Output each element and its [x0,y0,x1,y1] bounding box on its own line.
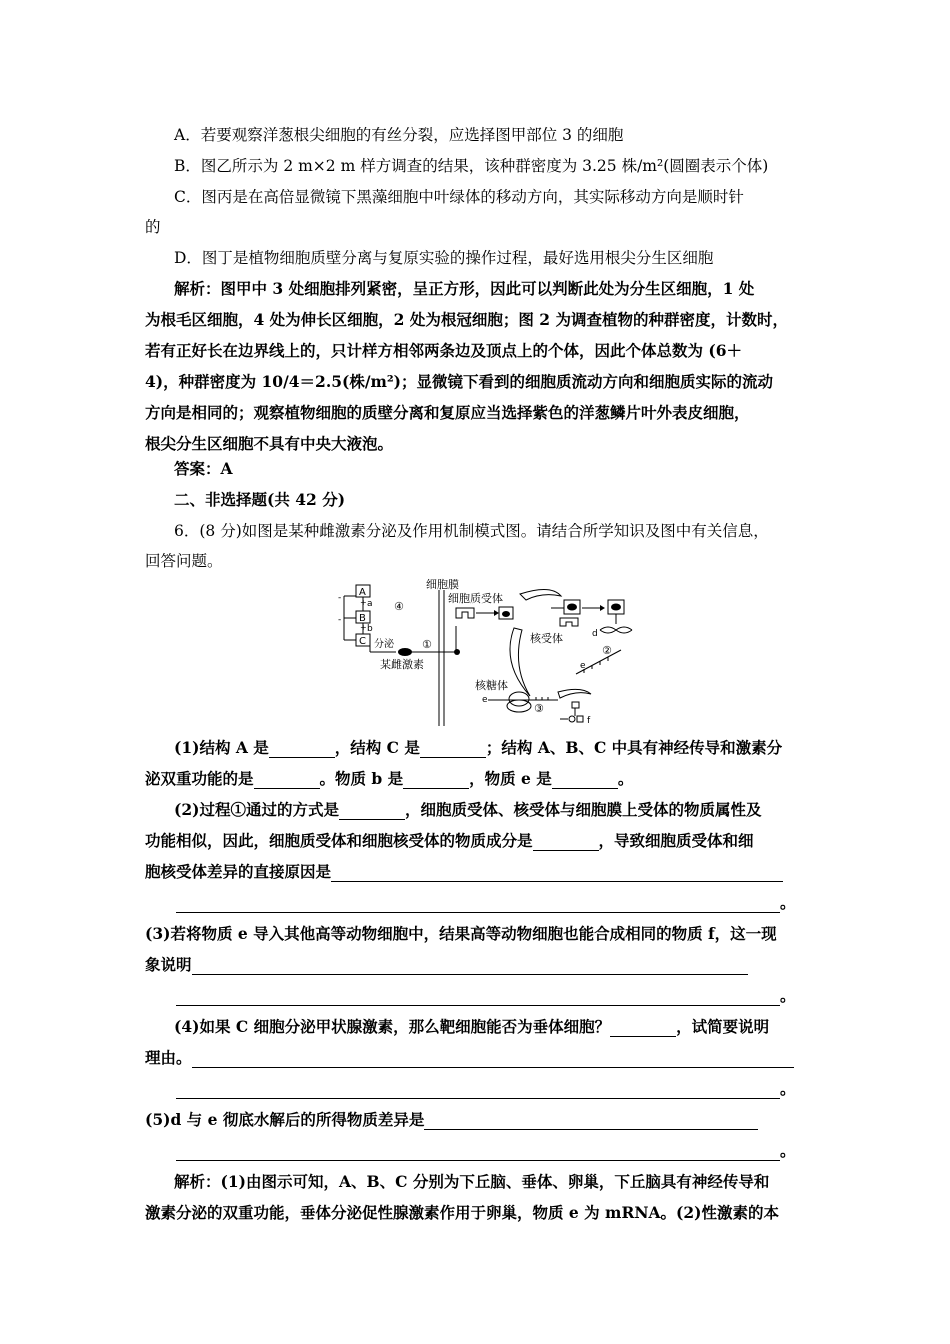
circle-4: ④ [394,600,404,613]
blank-receptor-difference-cont[interactable] [176,896,780,913]
question-2-line3 [145,862,783,882]
blank-reason-cont[interactable] [176,1082,780,1099]
question-4-line3 [176,1079,796,1099]
question-5-line1 [145,1110,758,1130]
membrane-label: 细胞膜 [426,578,459,591]
question-3-line3 [176,986,796,1006]
q1-text: 。 [617,769,634,788]
label-c: C [359,636,366,647]
option-c-line2: 的 [145,218,161,236]
question-3-line1: (3)若将物质 e 导入其他高等动物细胞中，结果高等动物细胞也能合成相同的物质 f，这一现 [145,924,777,943]
label-b: B [359,613,366,624]
explanation-line: 方向是相同的；观察植物细胞的质壁分离和复原应当选择紫色的洋葱鳞片叶外表皮细胞， [145,403,750,422]
q4-text: 。 [780,1079,796,1098]
q2-text: ，细胞质受体、核受体与细胞膜上受体的物质属性及 [404,800,762,819]
blank-process-1[interactable] [339,803,405,820]
blank-structure-a[interactable] [269,741,335,758]
question-6-stem: 6．(8 分)如图是某种雌激素分泌及作用机制模式图。请结合所学知识及图中有关信息， [174,522,769,540]
minus-sign: - [338,615,342,625]
explanation-line: 解析：图甲中 3 处细胞排列紧密，呈正方形，因此可以判断此处为分生区细胞，1 处 [174,279,755,298]
answer: 答案：A [174,459,233,478]
q2-text: 胞核受体差异的直接原因是 [145,862,332,881]
plus-sign: + [360,598,367,607]
circle-2: ② [602,644,612,657]
circle-3: ③ [534,702,544,715]
label-small-a: a [367,599,373,609]
q1-text: 。物质 b 是 [319,769,404,788]
blank-hydrolysis-difference-cont[interactable] [176,1144,780,1161]
question-1-line2 [145,769,633,789]
blank-receptor-difference[interactable] [331,865,783,882]
nuclear-receptor-label: 核受体 [530,632,563,645]
section-title: 二、非选择题(共 42 分) [174,490,346,509]
explanation-line: 解析：(1)由图示可知，A、B、C 分别为下丘脑、垂体、卵巢，下丘脑具有神经传导和 [174,1172,770,1191]
blank-structure-c[interactable] [420,741,486,758]
explanation-line: 根尖分生区细胞不具有中央大液泡。 [145,434,394,453]
option-d: D．图丁是植物细胞质壁分离与复原实验的操作过程，最好选用根尖分生区细胞 [174,249,714,267]
label-a: A [359,587,366,598]
blank-reason[interactable] [192,1051,794,1068]
question-2-line1 [174,800,761,820]
blank-explanation-cont[interactable] [176,989,780,1006]
label-small-b: b [367,624,373,634]
q3-text: 。 [780,986,796,1005]
q1-text: ，物质 e 是 [469,769,552,788]
q4-text: (4)如果 C 细胞分泌甲状腺激素，那么靶细胞能否为垂体细胞？ [174,1017,611,1036]
q2-text: 功能相似，因此，细胞质受体和细胞核受体的物质成分是 [145,831,533,850]
q4-text: ，试简要说明 [676,1017,770,1036]
label-e: e [482,695,488,705]
question-6-stem-cont: 回答问题。 [145,552,223,570]
q1-text: 泌双重功能的是 [145,769,254,788]
blank-explanation[interactable] [192,958,748,975]
q5-text: (5)d 与 e 彻底水解后的所得物质差异是 [145,1110,425,1129]
q3-text: 象说明 [145,955,192,974]
hormone-label: 某雌激素 [380,658,424,671]
q2-text: (2)过程①通过的方式是 [174,800,339,819]
question-5-line2 [176,1141,796,1161]
hormone-mechanism-diagram [336,578,636,728]
q1-text: ，结构 C 是 [334,738,420,757]
q1-text: ；结构 A、B、C 中具有神经传导和激素分 [485,738,783,757]
blank-substance-b[interactable] [403,772,469,789]
label-d: d [592,629,598,639]
explanation-line: 为根毛区细胞，4 处为伸长区细胞，2 处为根冠细胞；图 2 为调查植物的种群密度，计数时， [145,310,788,329]
blank-receptor-component[interactable] [533,834,599,851]
q4-text: 理由。 [145,1048,192,1067]
minus-sign: - [338,593,342,603]
question-2-line2 [145,831,754,851]
question-4-line1 [174,1017,769,1037]
q2-text: ，导致细胞质受体和细 [598,831,754,850]
explanation-line: 若有正好长在边界线上的，只计样方相邻两条边及顶点上的个体，因此个体总数为 (6＋ [145,341,743,360]
question-1-line1 [174,738,782,758]
option-a: A．若要观察洋葱根尖细胞的有丝分裂，应选择图甲部位 3 的细胞 [174,126,624,144]
option-b: B．图乙所示为 2 m×2 m 样方调查的结果，该种群密度为 3.25 株/m²(圆圈表示个体) [174,157,769,175]
question-3-line2 [145,955,748,975]
secrete-label: 分泌 [374,639,394,650]
label-f: f [587,716,591,726]
q1-text: (1)结构 A 是 [174,738,269,757]
q5-text: 。 [780,1141,796,1160]
blank-hydrolysis-difference[interactable] [424,1113,758,1130]
blank-target-cell[interactable] [610,1020,676,1037]
plus-sign: + [360,623,367,632]
option-c-line1: C．图丙是在高倍显微镜下黑藻细胞中叶绿体的移动方向，其实际移动方向是顺时针 [174,188,744,206]
ribosome-label: 核糖体 [475,679,508,692]
explanation-line: 激素分泌的双重功能，垂体分泌促性腺激素作用于卵巢，物质 e 为 mRNA。(2)性激素的本 [145,1203,779,1222]
label-e: e [580,661,586,671]
q2-text: 。 [780,893,796,912]
question-4-line2 [145,1048,794,1068]
blank-dual-function[interactable] [254,772,320,789]
explanation-line: 4)，种群密度为 10/4＝2.5(株/m²)；显微镜下看到的细胞质流动方向和细胞质实际的流动 [145,372,774,391]
cytoplasm-receptor-label: 细胞质受体 [448,592,503,605]
blank-substance-e[interactable] [552,772,618,789]
circle-1: ① [422,638,432,651]
question-2-line4 [176,893,796,913]
